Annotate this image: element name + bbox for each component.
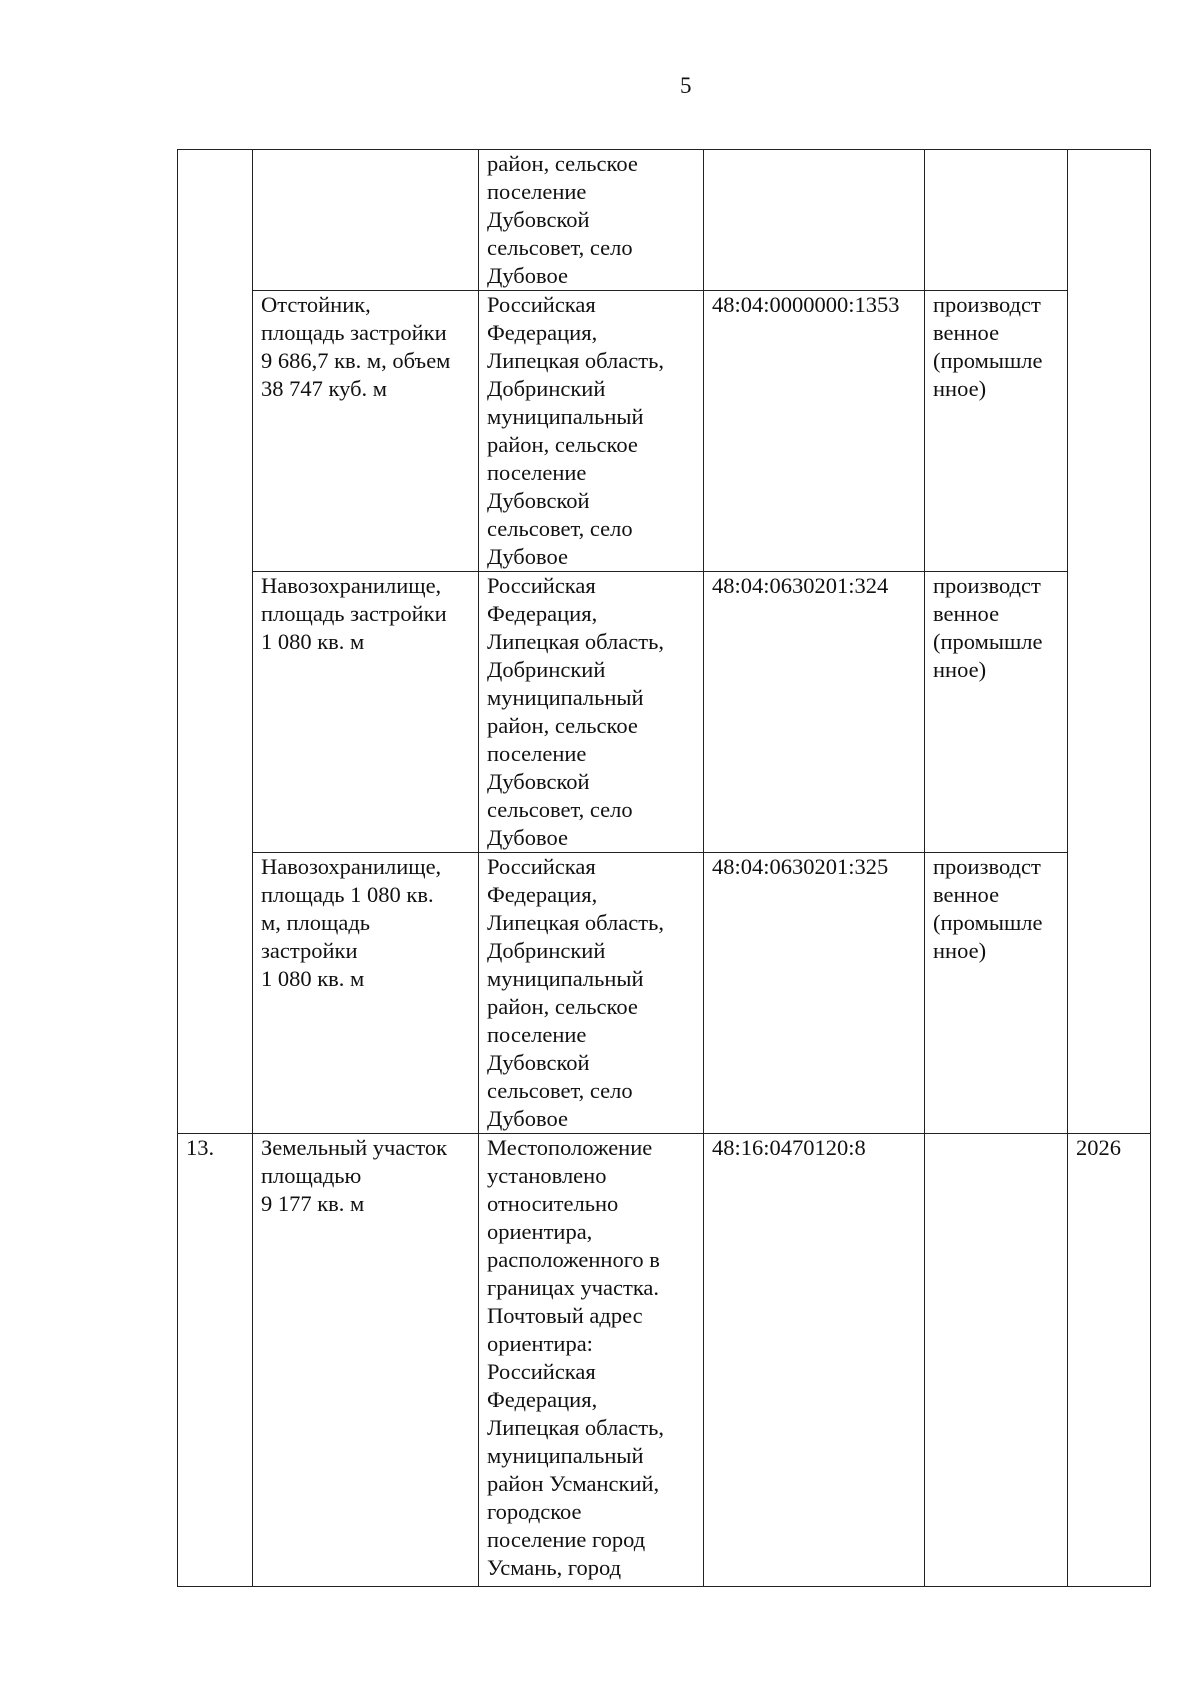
- table-row: [178, 291, 1151, 572]
- object-cell: Отстойник, площадь застройки 9 686,7 кв. м, объем 38 747 куб. м: [253, 291, 479, 572]
- table-row: [178, 150, 1151, 291]
- address-cell: Российская Федерация, Липецкая область, Добринский муниципальный район, сельское поселение Дубовской сельсовет, село Дубовое: [479, 572, 704, 853]
- cadastral-number-cell: 48:16:0470120:8: [704, 1134, 925, 1587]
- cadastral-number-cell: [704, 150, 925, 291]
- cadastral-number-cell: 48:04:0630201:324: [704, 572, 925, 853]
- row-number-cell: 13.: [178, 1134, 253, 1587]
- land-category-cell: [925, 150, 1068, 291]
- land-category-cell: производст венное (промышле нное): [925, 572, 1068, 853]
- object-cell: Навозохранилище, площадь 1 080 кв. м, площадь застройки 1 080 кв. м: [253, 853, 479, 1134]
- land-category-cell: производст венное (промышле нное): [925, 853, 1068, 1134]
- address-cell: Российская Федерация, Липецкая область, Добринский муниципальный район, сельское поселение Дубовской сельсовет, село Дубовое: [479, 853, 704, 1134]
- year-cell: [1068, 150, 1151, 1134]
- page-number: 5: [680, 73, 692, 98]
- cadastral-number-cell: 48:04:0630201:325: [704, 853, 925, 1134]
- land-category-cell: [925, 1134, 1068, 1587]
- address-cell: Российская Федерация, Липецкая область, Добринский муниципальный район, сельское поселение Дубовской сельсовет, село Дубовое: [479, 291, 704, 572]
- object-cell: Земельный участок площадью 9 177 кв. м: [253, 1134, 479, 1587]
- property-table: [177, 149, 1151, 1587]
- object-cell: [253, 150, 479, 291]
- row-number-cell: [178, 150, 253, 1134]
- table-row: [178, 853, 1151, 1134]
- address-cell: район, сельское поселение Дубовской сельсовет, село Дубовое: [479, 150, 704, 291]
- year-cell: 2026: [1068, 1134, 1151, 1587]
- object-cell: Навозохранилище, площадь застройки 1 080 кв. м: [253, 572, 479, 853]
- address-cell: Местоположение установлено относительно ориентира, расположенного в границах участка. Почтовый адрес ориентира: Российская Федерация, Липецкая область, муниципальный район Усманский, городское поселение город Усмань, город: [479, 1134, 704, 1587]
- table-row: [178, 1134, 1151, 1587]
- table-row: [178, 572, 1151, 853]
- cadastral-number-cell: 48:04:0000000:1353: [704, 291, 925, 572]
- land-category-cell: производст венное (промышле нное): [925, 291, 1068, 572]
